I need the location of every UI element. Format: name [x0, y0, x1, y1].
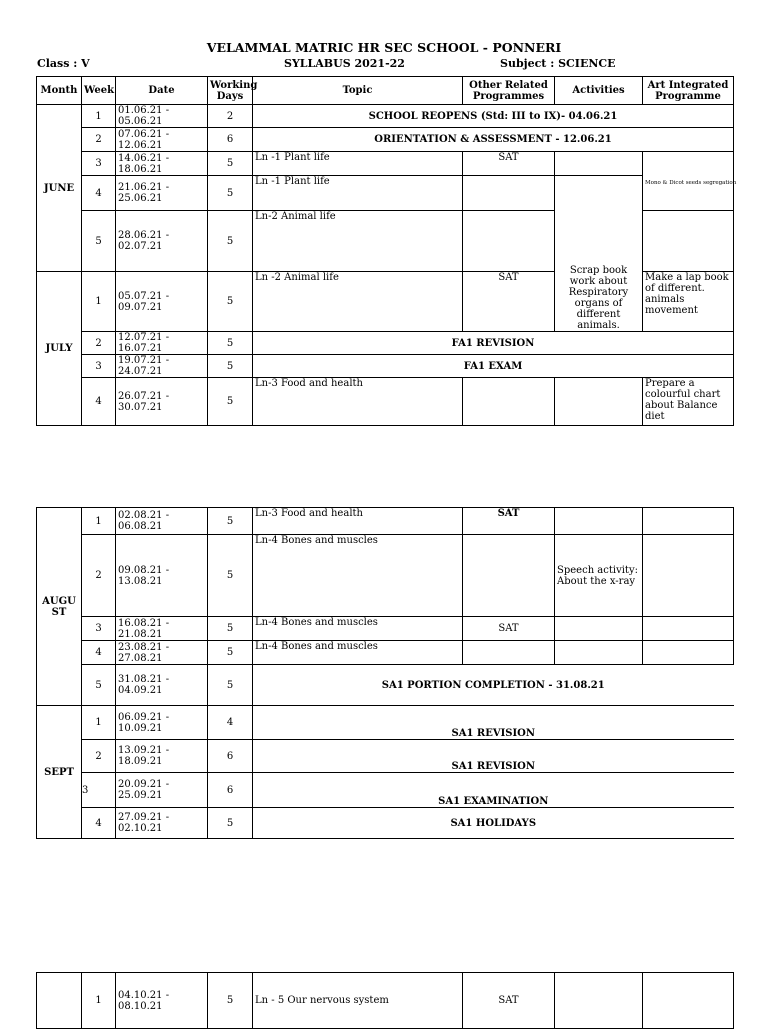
activity-cell: Scrap book work about Respiratory organs of different animals.	[555, 176, 643, 332]
art-cell: Make a lap book of different. animals movement	[643, 272, 734, 332]
days-cell: 5	[208, 665, 253, 706]
date-cell: 13.09.21 - 18.09.21	[116, 740, 208, 773]
activity-cell	[555, 378, 643, 426]
date-cell: 19.07.21 - 24.07.21	[116, 355, 208, 378]
date-cell: 20.09.21 - 25.09.21	[116, 773, 208, 808]
col-month: Month	[37, 77, 82, 105]
col-working-days: Working Days	[208, 77, 253, 105]
topic-cell: Ln-3 Food and health	[253, 508, 463, 535]
month-cell: SEPT	[37, 706, 82, 839]
topic-cell: Ln-3 Food and health	[253, 378, 463, 426]
other-cell	[463, 211, 555, 272]
month-cell: JUNE	[37, 105, 82, 272]
week-cell: 2	[82, 740, 116, 773]
other-cell: SAT	[463, 508, 555, 535]
syllabus-table-aug-sept	[36, 507, 734, 839]
syllabus-table-june-july	[36, 76, 737, 426]
col-art-integrated: Art Integrated Programme	[643, 77, 734, 105]
table-row	[37, 740, 734, 773]
days-cell: 5	[208, 535, 253, 617]
activity-cell	[555, 152, 643, 176]
days-cell: 5	[208, 973, 253, 1029]
date-cell: 31.08.21 - 04.09.21	[116, 665, 208, 706]
month-cell: AUGU ST	[37, 508, 82, 706]
art-cell: Prepare a colourful chart about Balance diet	[643, 378, 734, 426]
other-cell	[463, 535, 555, 617]
table-row	[37, 973, 734, 1029]
week-cell: 1	[82, 105, 116, 128]
table-row	[37, 665, 734, 706]
topic-cell: Ln -1 Plant life	[253, 176, 463, 211]
days-cell: 5	[208, 355, 253, 378]
week-cell: 2	[82, 535, 116, 617]
topic-cell: Ln -2 Animal life	[253, 272, 463, 332]
days-cell: 5	[208, 272, 253, 332]
week-cell: 4	[82, 378, 116, 426]
art-cell	[643, 535, 734, 617]
date-cell: 05.07.21 - 09.07.21	[116, 272, 208, 332]
event-cell: FA1 REVISION	[253, 332, 734, 355]
topic-cell: Ln-4 Bones and muscles	[253, 641, 463, 665]
topic-cell: Ln-4 Bones and muscles	[253, 535, 463, 617]
table-row	[37, 706, 734, 740]
activity-cell	[555, 617, 643, 641]
week-cell: 1	[82, 508, 116, 535]
week-cell: 3	[82, 617, 116, 641]
activity-cell	[555, 641, 643, 665]
other-cell	[463, 641, 555, 665]
art-cell: Mono & Dicot seeds segregation	[643, 152, 734, 211]
days-cell: 5	[208, 332, 253, 355]
table-row	[37, 378, 734, 426]
event-cell: SCHOOL REOPENS (Std: III to IX)- 04.06.21	[253, 105, 734, 128]
col-other-programmes: Other Related Programmes	[463, 77, 555, 105]
days-cell: 5	[208, 378, 253, 426]
date-cell: 01.06.21 - 05.06.21	[116, 105, 208, 128]
col-date: Date	[116, 77, 208, 105]
table-row	[37, 617, 734, 641]
syllabus-table-october	[36, 972, 734, 1029]
date-cell: 02.08.21 - 06.08.21	[116, 508, 208, 535]
school-title: VELAMMAL MATRIC HR SEC SCHOOL - PONNERI	[206, 40, 562, 55]
date-cell: 27.09.21 - 02.10.21	[116, 808, 208, 839]
syllabus-label: SYLLABUS 2021-22	[284, 57, 405, 70]
event-cell: ORIENTATION & ASSESSMENT - 12.06.21	[253, 128, 734, 152]
days-cell: 5	[208, 808, 253, 839]
art-cell	[643, 973, 734, 1029]
table-row	[37, 355, 734, 378]
days-cell: 6	[208, 740, 253, 773]
table-row	[37, 535, 734, 617]
days-cell: 5	[208, 176, 253, 211]
week-cell: 1	[82, 706, 116, 740]
event-cell: FA1 EXAM	[253, 355, 734, 378]
table-row	[37, 332, 734, 355]
date-cell: 04.10.21 - 08.10.21	[116, 973, 208, 1029]
week-cell: 2	[82, 332, 116, 355]
days-cell: 5	[208, 152, 253, 176]
week-cell: 5	[82, 211, 116, 272]
col-week: Week	[82, 77, 116, 105]
class-label: Class : V	[37, 57, 90, 70]
art-cell	[643, 641, 734, 665]
date-cell: 21.06.21 - 25.06.21	[116, 176, 208, 211]
art-cell	[643, 508, 734, 535]
col-activities: Activities	[555, 77, 643, 105]
event-cell: SA1 REVISION	[253, 706, 734, 740]
month-cell: JULY	[37, 272, 82, 426]
topic-cell: Ln -1 Plant life	[253, 152, 463, 176]
other-cell: SAT	[463, 973, 555, 1029]
date-cell: 23.08.21 - 27.08.21	[116, 641, 208, 665]
table-row	[37, 508, 734, 535]
event-cell: SA1 EXAMINATION	[253, 773, 734, 808]
days-cell: 6	[208, 128, 253, 152]
art-cell	[643, 211, 734, 272]
other-cell: SAT	[463, 617, 555, 641]
days-cell: 5	[208, 508, 253, 535]
table-row	[37, 176, 734, 211]
week-cell: 3	[82, 355, 116, 378]
days-cell: 5	[208, 617, 253, 641]
activity-cell: Speech activity: About the x-ray	[555, 535, 643, 617]
week-cell: 2	[82, 128, 116, 152]
week-cell: 4	[82, 176, 116, 211]
week-cell: 4	[82, 641, 116, 665]
week-cell: 5	[82, 665, 116, 706]
week-cell: 1	[82, 272, 116, 332]
date-cell: 12.07.21 - 16.07.21	[116, 332, 208, 355]
event-cell: SA1 REVISION	[253, 740, 734, 773]
other-cell: SAT	[463, 272, 555, 332]
activity-cell	[555, 508, 643, 535]
date-cell: 14.06.21 - 18.06.21	[116, 152, 208, 176]
days-cell: 5	[208, 211, 253, 272]
date-cell: 06.09.21 - 10.09.21	[116, 706, 208, 740]
table-row	[37, 128, 734, 152]
week-cell: 3	[82, 773, 116, 808]
art-cell	[643, 617, 734, 641]
activity-cell	[555, 973, 643, 1029]
topic-cell: Ln - 5 Our nervous system	[253, 973, 463, 1029]
days-cell: 6	[208, 773, 253, 808]
other-cell	[463, 176, 555, 211]
date-cell: 26.07.21 - 30.07.21	[116, 378, 208, 426]
other-cell: SAT	[463, 152, 555, 176]
event-cell: SA1 HOLIDAYS	[253, 808, 734, 839]
col-topic: Topic	[253, 77, 463, 105]
table-row	[37, 641, 734, 665]
week-cell: 4	[82, 808, 116, 839]
date-cell: 07.06.21 - 12.06.21	[116, 128, 208, 152]
days-cell: 5	[208, 641, 253, 665]
table-row	[37, 773, 734, 808]
subject-label: Subject : SCIENCE	[500, 57, 616, 70]
days-cell: 2	[208, 105, 253, 128]
topic-cell: Ln-4 Bones and muscles	[253, 617, 463, 641]
table-row	[37, 105, 734, 128]
month-cell	[37, 973, 82, 1029]
topic-cell: Ln-2 Animal life	[253, 211, 463, 272]
table-row	[37, 808, 734, 839]
days-cell: 4	[208, 706, 253, 740]
date-cell: 16.08.21 - 21.08.21	[116, 617, 208, 641]
date-cell: 09.08.21 - 13.08.21	[116, 535, 208, 617]
other-cell	[463, 378, 555, 426]
table-row	[37, 152, 734, 176]
event-cell: SA1 PORTION COMPLETION - 31.08.21	[253, 665, 734, 706]
date-cell: 28.06.21 - 02.07.21	[116, 211, 208, 272]
week-cell: 1	[82, 973, 116, 1029]
week-cell: 3	[82, 152, 116, 176]
